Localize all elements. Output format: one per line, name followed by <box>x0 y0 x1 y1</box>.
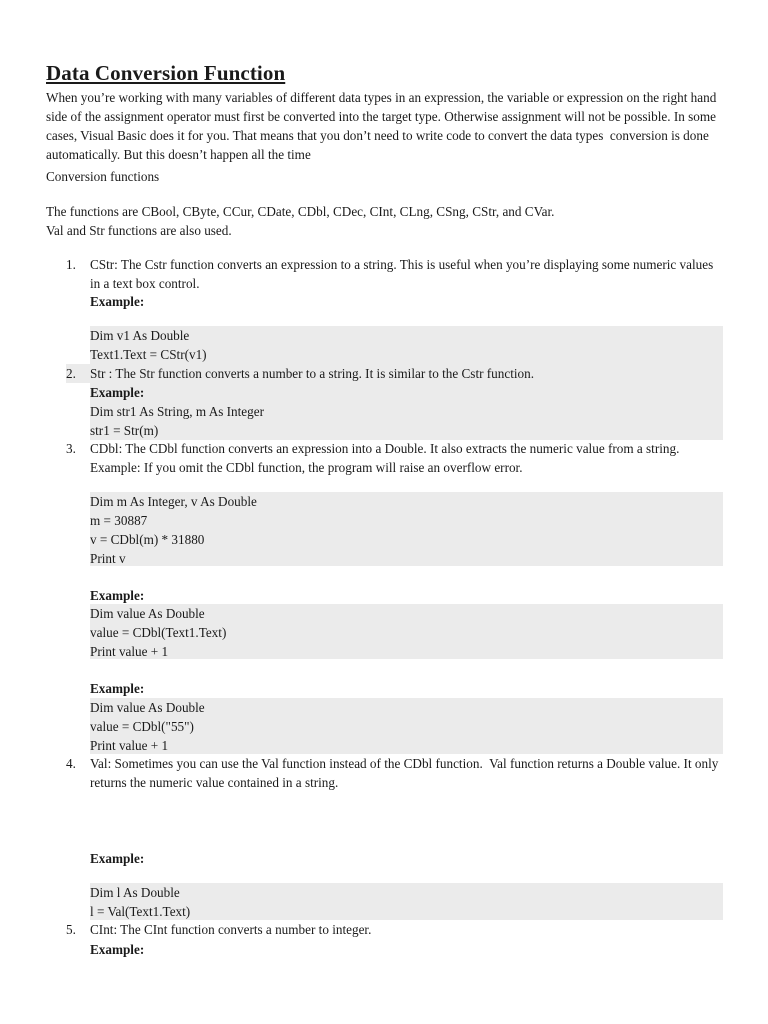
item-2-code-block <box>90 383 723 440</box>
item-5-example-label: Example: <box>90 942 145 957</box>
code-line: Dim str1 As String, m As Integer <box>90 404 264 419</box>
item-3-code-block-3 <box>90 698 723 754</box>
item-3-code-block-1 <box>90 492 723 566</box>
item-2-example-label: Example: <box>90 385 145 400</box>
item-3-example-label-3: Example: <box>90 681 145 696</box>
item-3-number: 3. <box>66 441 76 456</box>
code-line: v = CDbl(m) * 31880 <box>90 532 205 547</box>
code-line: Dim value As Double <box>90 700 205 715</box>
code-line: value = CDbl(Text1.Text) <box>90 625 227 640</box>
item-4-text: Val: Sometimes you can use the Val function instead of the CDbl function. Val function returns a Double value. It only returns the numeric value contained in a string. <box>90 756 719 790</box>
intro-paragraph: When you’re working with many variables of different data types in an expression, the variable or expression on the right hand side of the assignment operator must first be converted into the target type. Otherwise assignment will not be possible. In some cases, Visual Basic does it for you. That means that you don’t need to write code to convert the data types conversion is done automatically. But this doesn’t happen all the time <box>46 90 717 162</box>
code-line: Dim value As Double <box>90 606 205 621</box>
item-5-text: CInt: The CInt function converts a number to integer. <box>90 922 372 937</box>
code-line: Print value + 1 <box>90 644 169 659</box>
item-4-number: 4. <box>66 756 76 771</box>
code-line: Dim l As Double <box>90 885 180 900</box>
item-3-text: CDbl: The CDbl function converts an expression into a Double. It also extracts the numeric value from a string. <box>90 441 680 456</box>
item-3-text-2: Example: If you omit the CDbl function, the program will raise an overflow error. <box>90 460 523 475</box>
code-line: l = Val(Text1.Text) <box>90 904 191 919</box>
item-1-text: CStr: The Cstr function converts an expression to a string. This is useful when you’re displaying some numeric values in a text box control. <box>90 257 714 291</box>
code-line: m = 30887 <box>90 513 148 528</box>
functions-list-line: The functions are CBool, CByte, CCur, CDate, CDbl, CDec, CInt, CLng, CSng, CStr, and CVar. <box>46 204 555 219</box>
code-line: str1 = Str(m) <box>90 423 159 438</box>
conversion-heading: Conversion functions <box>46 169 160 184</box>
code-line: Dim m As Integer, v As Double <box>90 494 257 509</box>
item-2-text: Str : The Str function converts a number to a string. It is similar to the Cstr function. <box>90 366 535 381</box>
val-str-line: Val and Str functions are also used. <box>46 223 232 238</box>
code-line: Text1.Text = CStr(v1) <box>90 347 207 362</box>
item-1-code-block <box>90 326 723 364</box>
item-4-code-block <box>90 883 723 920</box>
item-1-example-label: Example: <box>90 294 145 309</box>
item-3-code-block-2 <box>90 604 723 659</box>
code-line: Print value + 1 <box>90 738 169 753</box>
item-3-example-label-2: Example: <box>90 588 145 603</box>
code-line: Dim v1 As Double <box>90 328 190 343</box>
page-title: Data Conversion Function <box>46 61 286 85</box>
code-line: Print v <box>90 551 126 566</box>
item-5-number: 5. <box>66 922 76 937</box>
item-4-example-label: Example: <box>90 851 145 866</box>
item-2-number: 2. <box>66 366 76 381</box>
code-line: value = CDbl("55") <box>90 719 194 734</box>
item-1-number: 1. <box>66 257 76 272</box>
